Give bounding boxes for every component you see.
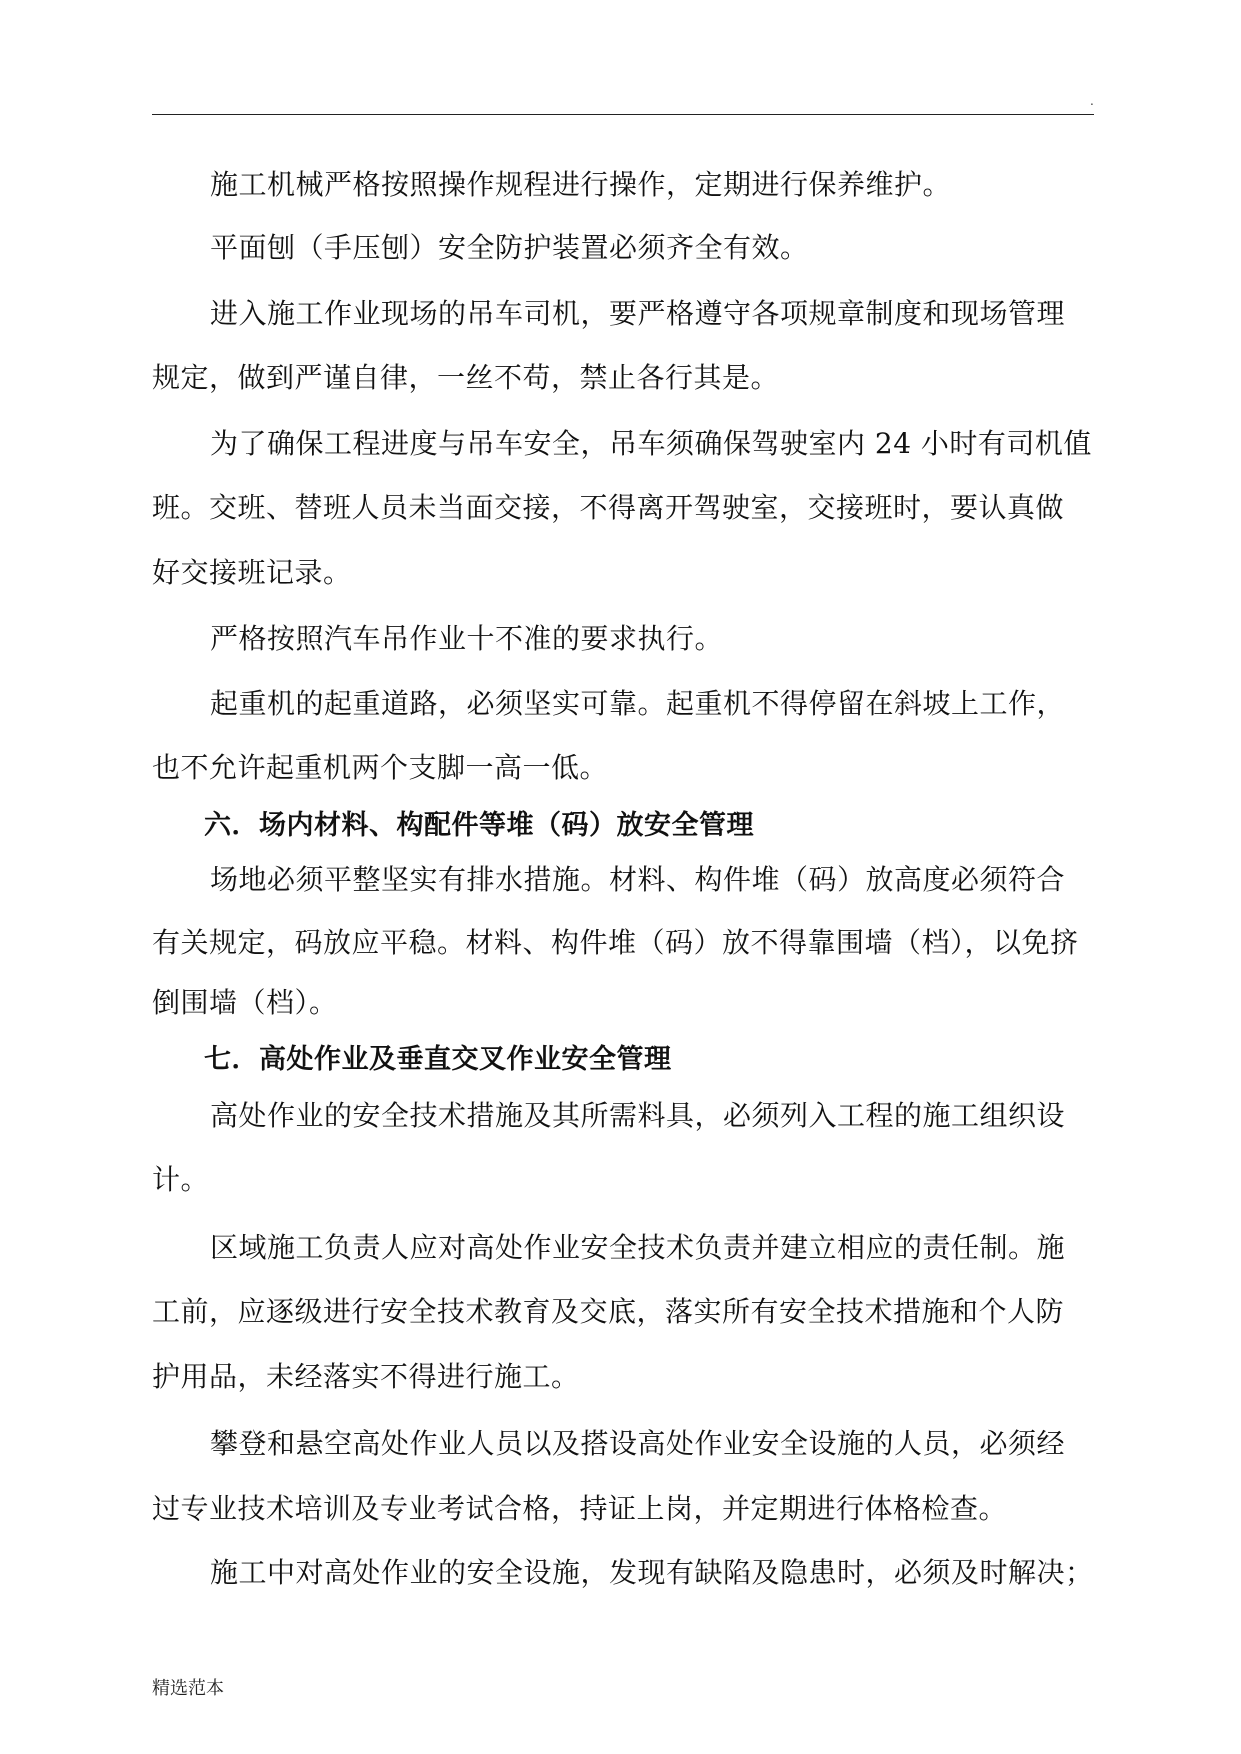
section-heading-seven: 七．高处作业及垂直交叉作业安全管理 (204, 1044, 672, 1075)
paragraph-line: 也不允许起重机两个支脚一高一低。 (152, 751, 609, 784)
paragraph-line: 区域施工负责人应对高处作业安全技术负责并建立相应的责任制。施 (210, 1231, 1066, 1264)
paragraph-line: 班。交班、替班人员未当面交接，不得离开驾驶室，交接班时，要认真做 (152, 491, 1065, 524)
paragraph-line: 场地必须平整坚实有排水措施。材料、构件堆（码）放高度必须符合 (210, 863, 1066, 896)
paragraph-line: 起重机的起重道路，必须坚实可靠。起重机不得停留在斜坡上工作， (210, 687, 1066, 720)
paragraph-line: 攀登和悬空高处作业人员以及搭设高处作业安全设施的人员，必须经 (210, 1427, 1066, 1460)
paragraph-line: 好交接班记录。 (152, 556, 352, 589)
paragraph-line: 工前，应逐级进行安全技术教育及交底，落实所有安全技术措施和个人防 (152, 1295, 1065, 1328)
paragraph-line: 进入施工作业现场的吊车司机，要严格遵守各项规章制度和现场管理 (210, 297, 1066, 330)
section-heading-six: 六．场内材料、构配件等堆（码）放安全管理 (204, 810, 754, 841)
paragraph-line: 规定，做到严谨自律，一丝不苟，禁止各行其是。 (152, 361, 780, 394)
paragraph-line: 计。 (152, 1163, 210, 1196)
paragraph-line: 高处作业的安全技术措施及其所需料具，必须列入工程的施工组织设 (210, 1099, 1066, 1132)
header-mark: . (1090, 94, 1094, 108)
paragraph-line: 有关规定，码放应平稳。材料、构件堆（码）放不得靠围墙（档），以免挤 (152, 926, 1079, 959)
paragraph-line: 施工机械严格按照操作规程进行操作，定期进行保养维护。 (210, 168, 952, 201)
header-rule (152, 114, 1094, 115)
footer-label: 精选范本 (152, 1678, 224, 1699)
paragraph-line: 为了确保工程进度与吊车安全，吊车须确保驾驶室内 24 小时有司机值 (210, 427, 1092, 460)
paragraph-line: 倒围墙（档）。 (152, 986, 338, 1019)
paragraph-line: 严格按照汽车吊作业十不准的要求执行。 (210, 622, 724, 655)
paragraph-line: 过专业技术培训及专业考试合格，持证上岗，并定期进行体格检查。 (152, 1492, 1008, 1525)
paragraph-line: 施工中对高处作业的安全设施，发现有缺陷及隐患时，必须及时解决； (210, 1556, 1094, 1589)
paragraph-line: 平面刨（手压刨）安全防护装置必须齐全有效。 (210, 231, 809, 264)
paragraph-line: 护用品，未经落实不得进行施工。 (152, 1360, 580, 1393)
